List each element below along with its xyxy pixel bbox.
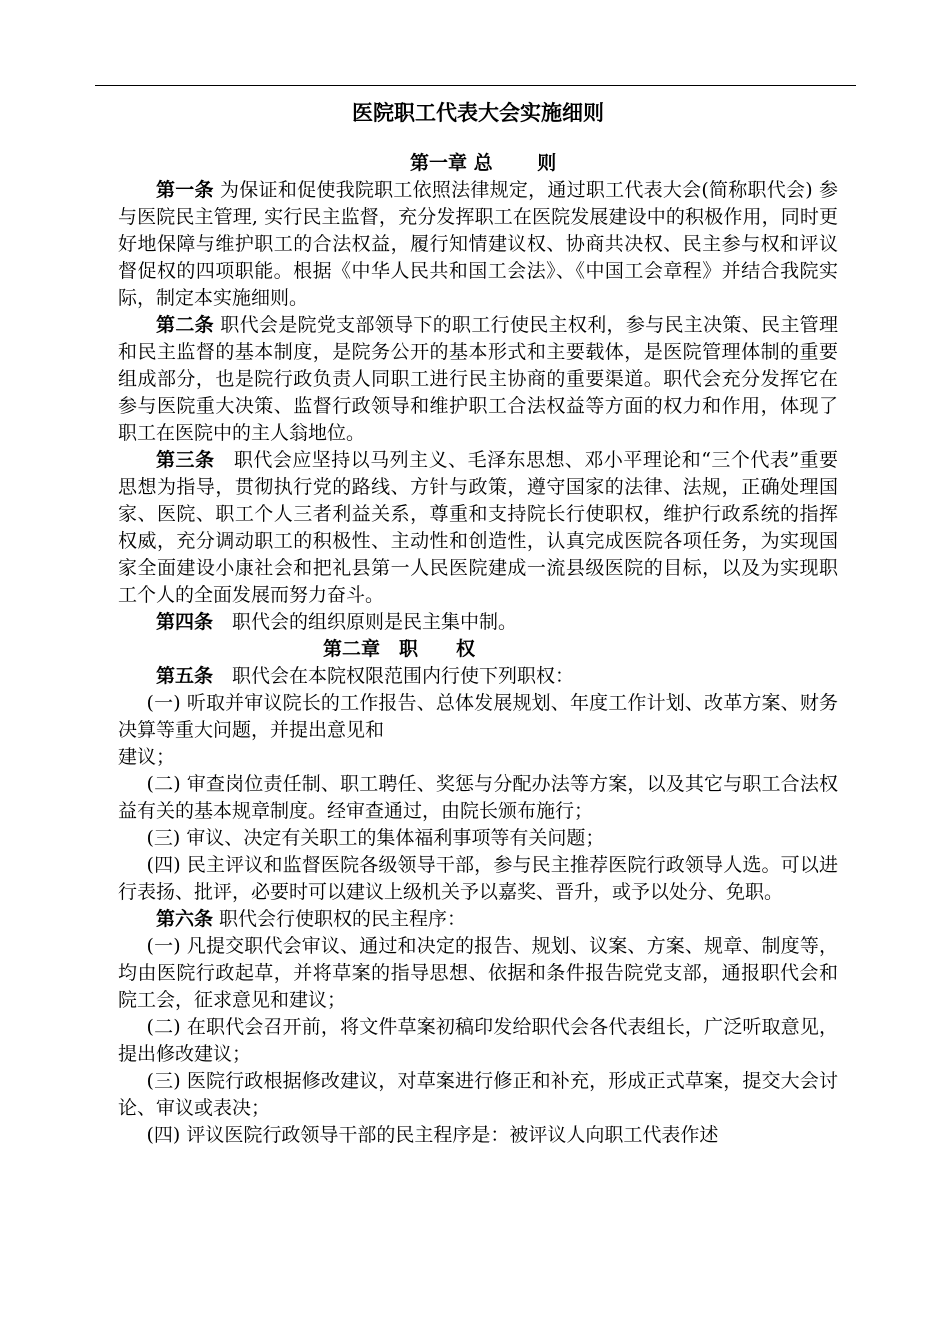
article-5 xyxy=(118,663,838,690)
article-6-item-4: (四) 评议医院行政领导干部的民主程序是：被评议人向职工代表作述 xyxy=(146,1124,719,1146)
article-6-text: 职代会行使职权的民主程序： xyxy=(213,908,467,930)
document-body xyxy=(118,97,838,1149)
chapter-1-heading: 第一章 总 则 xyxy=(410,152,557,174)
article-2-text: 职代会是院党支部领导下的职工行使民主权利，参与民主决策、民主管理和民主监督的基本制度，是院务公开的基本形式和主要载体，是医院管理体制的重要组成部分，也是院行政负责人同职工进行民主协商的重要渠道。职代会充分发挥它在参与医院重大决策、监督行政领导和维护职工合法权益等方面的权力和作用，体现了职工在医院中的主人翁地位。 xyxy=(118,314,838,444)
article-3-label: 第三条 xyxy=(156,449,215,471)
article-2 xyxy=(118,312,838,447)
article-6-label: 第六条 xyxy=(156,908,214,930)
article-1-text: 为保证和促使我院职工依照法律规定，通过职工代表大会(简称职代会) 参与医院民主管理, 实行民主监督，充分发挥职工在医院发展建设中的积极作用，同时更好地保障与维护职工的合法权益，履行知情建议权、协商共决权、民主参与权和评议督促权的四项职能。根据《中华人民共和国工会法》、《中国工会章程》并结合我院实际，制定本实施细则。 xyxy=(118,179,838,309)
article-5-text: 职代会在本院权限范围内行使下列职权： xyxy=(213,665,575,687)
chapter-2-heading: 第二章 职 权 xyxy=(323,638,476,660)
article-3-text: 职代会应坚持以马列主义、毛泽东思想、邓小平理论和“三个代表”重要思想为指导，贯彻执行党的路线、方针与政策，遵守国家的法律、法规，正确处理国家、医院、职工个人三者利益关系，尊重和支持院长行使职权，维护行政系统的指挥权威，充分调动职工的积极性、主动性和创造性，认真完成医院各项任务，为实现国家全面建设小康社会和把礼县第一人民医院建成一流县级医院的目标，以及为实现职工个人的全面发展而努力奋斗。 xyxy=(118,449,838,606)
document-title: 医院职工代表大会实施细则 xyxy=(352,100,604,125)
article-4 xyxy=(118,609,838,636)
article-5-item-1: (一) 听取并审议院长的工作报告、总体发展规划、年度工作计划、改革方案、财务决算等重大问题，并提出意见和 xyxy=(118,692,838,741)
article-3 xyxy=(118,447,838,609)
article-1-label: 第一条 xyxy=(156,179,214,201)
article-6-item-2: (二) 在职代会召开前，将文件草案初稿印发给职代会各代表组长，广泛听取意见，提出修改建议； xyxy=(118,1016,838,1065)
article-6 xyxy=(118,906,838,933)
article-1 xyxy=(118,177,838,312)
article-6-item-3: (三) 医院行政根据修改建议，对草案进行修正和补充，形成正式草案，提交大会讨论、审议或表决； xyxy=(118,1070,838,1119)
article-4-text: 职代会的组织原则是民主集中制。 xyxy=(213,611,518,633)
article-5-label: 第五条 xyxy=(156,665,214,687)
article-5-item-2: (二) 审查岗位责任制、职工聘任、奖惩与分配办法等方案，以及其它与职工合法权益有关的基本规章制度。经审查通过，由院长颁布施行； xyxy=(118,773,838,822)
header-rule xyxy=(95,85,856,86)
article-5-item-3: (三) 审议、决定有关职工的集体福利事项等有关问题； xyxy=(146,827,605,849)
article-5-item-1-tail: 建议； xyxy=(118,746,176,768)
article-4-label: 第四条 xyxy=(156,611,214,633)
article-6-item-1: (一) 凡提交职代会审议、通过和决定的报告、规划、议案、方案、规章、制度等，均由医院行政起草，并将草案的指导思想、依据和条件报告院党支部，通报职代会和院工会，征求意见和建议； xyxy=(118,935,838,1011)
article-2-label: 第二条 xyxy=(156,314,214,336)
article-5-item-4: (四) 民主评议和监督医院各级领导干部，参与民主推荐医院行政领导人选。可以进行表扬、批评，必要时可以建议上级机关予以嘉奖、晋升，或予以处分、免职。 xyxy=(118,854,838,903)
